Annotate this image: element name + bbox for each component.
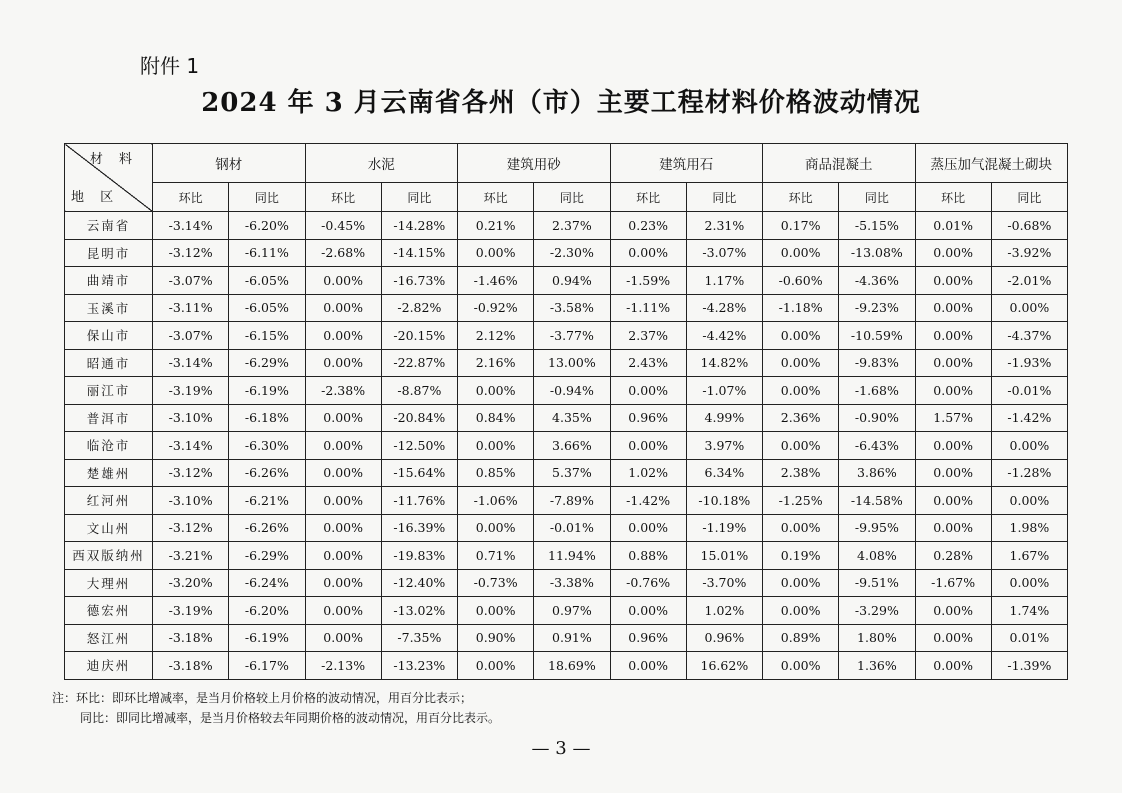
corner-label-materials: 材 料 bbox=[89, 152, 138, 167]
yoy-value-cell: 14.82% bbox=[686, 349, 762, 377]
yoy-value-cell: -16.73% bbox=[381, 267, 457, 295]
yoy-value-cell: -22.87% bbox=[381, 349, 457, 377]
mom-value-cell: 0.00% bbox=[915, 514, 991, 542]
mom-value-cell: 0.00% bbox=[305, 349, 381, 377]
table-row bbox=[65, 487, 1068, 515]
mom-value-cell: 2.16% bbox=[458, 349, 534, 377]
table-row bbox=[65, 377, 1068, 405]
yoy-value-cell: 0.96% bbox=[686, 624, 762, 652]
yoy-value-cell: -0.68% bbox=[991, 212, 1067, 240]
yoy-value-cell: 5.37% bbox=[534, 459, 610, 487]
mom-value-cell: -3.18% bbox=[153, 652, 229, 680]
header-row-metrics bbox=[65, 183, 1068, 212]
table-row bbox=[65, 404, 1068, 432]
yoy-value-cell: 16.62% bbox=[686, 652, 762, 680]
mom-value-cell: 0.00% bbox=[458, 432, 534, 460]
mom-value-cell: -0.60% bbox=[763, 267, 839, 295]
yoy-value-cell: -3.07% bbox=[686, 239, 762, 267]
metric-header-mom: 环比 bbox=[153, 183, 229, 212]
mom-value-cell: 0.17% bbox=[763, 212, 839, 240]
mom-value-cell: 0.00% bbox=[610, 432, 686, 460]
mom-value-cell: 2.43% bbox=[610, 349, 686, 377]
mom-value-cell: -3.12% bbox=[153, 239, 229, 267]
yoy-value-cell: -6.15% bbox=[229, 322, 305, 350]
yoy-value-cell: -12.50% bbox=[381, 432, 457, 460]
mom-value-cell: -1.67% bbox=[915, 569, 991, 597]
mom-value-cell: -0.76% bbox=[610, 569, 686, 597]
yoy-value-cell: -6.30% bbox=[229, 432, 305, 460]
price-fluctuation-table bbox=[64, 143, 1068, 680]
table-row bbox=[65, 432, 1068, 460]
yoy-value-cell: -2.01% bbox=[991, 267, 1067, 295]
mom-value-cell: -3.21% bbox=[153, 542, 229, 570]
yoy-value-cell: 2.31% bbox=[686, 212, 762, 240]
yoy-value-cell: -10.18% bbox=[686, 487, 762, 515]
mom-value-cell: -3.18% bbox=[153, 624, 229, 652]
mom-value-cell: -0.73% bbox=[458, 569, 534, 597]
yoy-value-cell: -3.38% bbox=[534, 569, 610, 597]
table-notes bbox=[52, 688, 500, 728]
yoy-value-cell: -2.82% bbox=[381, 294, 457, 322]
mom-value-cell: 0.00% bbox=[915, 459, 991, 487]
yoy-value-cell: -0.01% bbox=[534, 514, 610, 542]
yoy-value-cell: -4.37% bbox=[991, 322, 1067, 350]
mom-value-cell: 0.88% bbox=[610, 542, 686, 570]
mom-value-cell: 0.00% bbox=[915, 349, 991, 377]
region-cell: 玉溪市 bbox=[65, 294, 153, 322]
yoy-value-cell: -14.28% bbox=[381, 212, 457, 240]
yoy-value-cell: -13.23% bbox=[381, 652, 457, 680]
mom-value-cell: 0.00% bbox=[763, 349, 839, 377]
yoy-value-cell: -3.77% bbox=[534, 322, 610, 350]
yoy-value-cell: -14.15% bbox=[381, 239, 457, 267]
mom-value-cell: 0.00% bbox=[458, 239, 534, 267]
mom-value-cell: 0.00% bbox=[305, 624, 381, 652]
yoy-value-cell: -1.42% bbox=[991, 404, 1067, 432]
yoy-value-cell: 0.94% bbox=[534, 267, 610, 295]
material-header-stone: 建筑用石 bbox=[610, 144, 763, 183]
header-row-materials bbox=[65, 144, 1068, 183]
mom-value-cell: 2.38% bbox=[763, 459, 839, 487]
yoy-value-cell: 15.01% bbox=[686, 542, 762, 570]
yoy-value-cell: -6.26% bbox=[229, 459, 305, 487]
region-cell: 临沧市 bbox=[65, 432, 153, 460]
yoy-value-cell: -3.70% bbox=[686, 569, 762, 597]
yoy-value-cell: -1.07% bbox=[686, 377, 762, 405]
metric-header-yoy: 同比 bbox=[381, 183, 457, 212]
yoy-value-cell: -0.01% bbox=[991, 377, 1067, 405]
table-row bbox=[65, 514, 1068, 542]
yoy-value-cell: -7.89% bbox=[534, 487, 610, 515]
mom-value-cell: 2.36% bbox=[763, 404, 839, 432]
mom-value-cell: 0.28% bbox=[915, 542, 991, 570]
header-corner-cell bbox=[65, 144, 153, 212]
yoy-value-cell: 1.17% bbox=[686, 267, 762, 295]
yoy-value-cell: 4.35% bbox=[534, 404, 610, 432]
yoy-value-cell: -1.68% bbox=[839, 377, 915, 405]
yoy-value-cell: -3.58% bbox=[534, 294, 610, 322]
mom-value-cell: -2.13% bbox=[305, 652, 381, 680]
mom-value-cell: 0.00% bbox=[763, 322, 839, 350]
mom-value-cell: 0.00% bbox=[305, 542, 381, 570]
yoy-value-cell: 0.00% bbox=[991, 569, 1067, 597]
yoy-value-cell: 1.74% bbox=[991, 597, 1067, 625]
yoy-value-cell: 1.80% bbox=[839, 624, 915, 652]
yoy-value-cell: 0.91% bbox=[534, 624, 610, 652]
region-cell: 大理州 bbox=[65, 569, 153, 597]
table-row bbox=[65, 239, 1068, 267]
mom-value-cell: -1.42% bbox=[610, 487, 686, 515]
mom-value-cell: -3.20% bbox=[153, 569, 229, 597]
yoy-value-cell: -6.43% bbox=[839, 432, 915, 460]
metric-header-yoy: 同比 bbox=[839, 183, 915, 212]
yoy-value-cell: -12.40% bbox=[381, 569, 457, 597]
mom-value-cell: 0.00% bbox=[305, 514, 381, 542]
mom-value-cell: -3.19% bbox=[153, 377, 229, 405]
yoy-value-cell: -6.19% bbox=[229, 377, 305, 405]
mom-value-cell: -1.59% bbox=[610, 267, 686, 295]
material-header-concrete: 商品混凝土 bbox=[763, 144, 916, 183]
mom-value-cell: 0.00% bbox=[763, 652, 839, 680]
mom-value-cell: 1.57% bbox=[915, 404, 991, 432]
yoy-value-cell: -4.36% bbox=[839, 267, 915, 295]
yoy-value-cell: -6.19% bbox=[229, 624, 305, 652]
metric-header-yoy: 同比 bbox=[534, 183, 610, 212]
mom-value-cell: 0.00% bbox=[763, 514, 839, 542]
mom-value-cell: 0.96% bbox=[610, 404, 686, 432]
mom-value-cell: 0.00% bbox=[305, 432, 381, 460]
yoy-value-cell: -6.20% bbox=[229, 597, 305, 625]
yoy-value-cell: 0.00% bbox=[991, 487, 1067, 515]
region-cell: 红河州 bbox=[65, 487, 153, 515]
mom-value-cell: -3.14% bbox=[153, 432, 229, 460]
mom-value-cell: -3.19% bbox=[153, 597, 229, 625]
yoy-value-cell: 13.00% bbox=[534, 349, 610, 377]
region-cell: 云南省 bbox=[65, 212, 153, 240]
mom-value-cell: 0.96% bbox=[610, 624, 686, 652]
region-cell: 丽江市 bbox=[65, 377, 153, 405]
yoy-value-cell: -11.76% bbox=[381, 487, 457, 515]
yoy-value-cell: -9.95% bbox=[839, 514, 915, 542]
mom-value-cell: -3.07% bbox=[153, 267, 229, 295]
yoy-value-cell: -6.20% bbox=[229, 212, 305, 240]
yoy-value-cell: -10.59% bbox=[839, 322, 915, 350]
metric-header-mom: 环比 bbox=[305, 183, 381, 212]
yoy-value-cell: -1.93% bbox=[991, 349, 1067, 377]
note-mom-definition: 注：环比：即环比增减率，是当月价格较上月价格的波动情况，用百分比表示； bbox=[52, 691, 473, 705]
yoy-value-cell: -1.28% bbox=[991, 459, 1067, 487]
table-row bbox=[65, 569, 1068, 597]
table-row bbox=[65, 624, 1068, 652]
corner-label-regions: 地 区 bbox=[71, 190, 120, 205]
mom-value-cell: 0.01% bbox=[915, 212, 991, 240]
mom-value-cell: -3.12% bbox=[153, 459, 229, 487]
region-cell: 昆明市 bbox=[65, 239, 153, 267]
yoy-value-cell: -19.83% bbox=[381, 542, 457, 570]
yoy-value-cell: 1.98% bbox=[991, 514, 1067, 542]
table-row bbox=[65, 349, 1068, 377]
yoy-value-cell: -6.21% bbox=[229, 487, 305, 515]
region-cell: 怒江州 bbox=[65, 624, 153, 652]
material-header-aac-block: 蒸压加气混凝土砌块 bbox=[915, 144, 1068, 183]
yoy-value-cell: 3.97% bbox=[686, 432, 762, 460]
yoy-value-cell: -6.18% bbox=[229, 404, 305, 432]
yoy-value-cell: 0.97% bbox=[534, 597, 610, 625]
metric-header-mom: 环比 bbox=[610, 183, 686, 212]
mom-value-cell: 0.00% bbox=[915, 239, 991, 267]
table-row bbox=[65, 212, 1068, 240]
mom-value-cell: 0.00% bbox=[763, 569, 839, 597]
mom-value-cell: 0.00% bbox=[610, 652, 686, 680]
yoy-value-cell: -13.08% bbox=[839, 239, 915, 267]
yoy-value-cell: 1.02% bbox=[686, 597, 762, 625]
region-cell: 昭通市 bbox=[65, 349, 153, 377]
mom-value-cell: 0.00% bbox=[305, 267, 381, 295]
yoy-value-cell: 3.66% bbox=[534, 432, 610, 460]
table-row bbox=[65, 459, 1068, 487]
mom-value-cell: 0.89% bbox=[763, 624, 839, 652]
region-cell: 曲靖市 bbox=[65, 267, 153, 295]
mom-value-cell: 0.00% bbox=[458, 652, 534, 680]
note-yoy-definition: 同比：即同比增减率，是当月价格较去年同期价格的波动情况，用百分比表示。 bbox=[80, 711, 501, 725]
table-row bbox=[65, 597, 1068, 625]
mom-value-cell: 0.00% bbox=[915, 267, 991, 295]
region-cell: 保山市 bbox=[65, 322, 153, 350]
mom-value-cell: 0.90% bbox=[458, 624, 534, 652]
yoy-value-cell: -15.64% bbox=[381, 459, 457, 487]
table-row bbox=[65, 322, 1068, 350]
mom-value-cell: 0.00% bbox=[610, 597, 686, 625]
mom-value-cell: -3.10% bbox=[153, 487, 229, 515]
yoy-value-cell: 4.08% bbox=[839, 542, 915, 570]
yoy-value-cell: 1.67% bbox=[991, 542, 1067, 570]
region-cell: 德宏州 bbox=[65, 597, 153, 625]
yoy-value-cell: -2.30% bbox=[534, 239, 610, 267]
mom-value-cell: 0.85% bbox=[458, 459, 534, 487]
yoy-value-cell: 0.01% bbox=[991, 624, 1067, 652]
mom-value-cell: 0.00% bbox=[458, 377, 534, 405]
region-cell: 楚雄州 bbox=[65, 459, 153, 487]
metric-header-yoy: 同比 bbox=[686, 183, 762, 212]
yoy-value-cell: -14.58% bbox=[839, 487, 915, 515]
yoy-value-cell: -1.39% bbox=[991, 652, 1067, 680]
region-cell: 迪庆州 bbox=[65, 652, 153, 680]
mom-value-cell: 0.00% bbox=[763, 239, 839, 267]
table-row bbox=[65, 652, 1068, 680]
document-title: 2024 年 3 月云南省各州（市）主要工程材料价格波动情况 bbox=[201, 88, 921, 118]
yoy-value-cell: 0.00% bbox=[991, 294, 1067, 322]
mom-value-cell: 0.19% bbox=[763, 542, 839, 570]
yoy-value-cell: -6.24% bbox=[229, 569, 305, 597]
mom-value-cell: 0.00% bbox=[610, 514, 686, 542]
yoy-value-cell: -6.11% bbox=[229, 239, 305, 267]
yoy-value-cell: 4.99% bbox=[686, 404, 762, 432]
mom-value-cell: 0.00% bbox=[763, 432, 839, 460]
region-cell: 西双版纳州 bbox=[65, 542, 153, 570]
mom-value-cell: 0.00% bbox=[305, 597, 381, 625]
table-row bbox=[65, 294, 1068, 322]
mom-value-cell: 0.00% bbox=[915, 322, 991, 350]
yoy-value-cell: -20.84% bbox=[381, 404, 457, 432]
yoy-value-cell: 3.86% bbox=[839, 459, 915, 487]
table-row bbox=[65, 542, 1068, 570]
yoy-value-cell: 1.36% bbox=[839, 652, 915, 680]
mom-value-cell: -3.07% bbox=[153, 322, 229, 350]
yoy-value-cell: -7.35% bbox=[381, 624, 457, 652]
mom-value-cell: 0.00% bbox=[610, 377, 686, 405]
mom-value-cell: -1.11% bbox=[610, 294, 686, 322]
mom-value-cell: -3.14% bbox=[153, 349, 229, 377]
yoy-value-cell: 6.34% bbox=[686, 459, 762, 487]
mom-value-cell: -3.12% bbox=[153, 514, 229, 542]
yoy-value-cell: -3.92% bbox=[991, 239, 1067, 267]
yoy-value-cell: -6.17% bbox=[229, 652, 305, 680]
mom-value-cell: 0.00% bbox=[305, 322, 381, 350]
yoy-value-cell: -0.94% bbox=[534, 377, 610, 405]
mom-value-cell: 2.37% bbox=[610, 322, 686, 350]
yoy-value-cell: -20.15% bbox=[381, 322, 457, 350]
yoy-value-cell: -6.05% bbox=[229, 267, 305, 295]
mom-value-cell: 0.00% bbox=[915, 652, 991, 680]
mom-value-cell: 2.12% bbox=[458, 322, 534, 350]
attachment-label: 附件 1 bbox=[140, 54, 200, 78]
yoy-value-cell: 2.37% bbox=[534, 212, 610, 240]
mom-value-cell: 0.71% bbox=[458, 542, 534, 570]
mom-value-cell: 0.00% bbox=[305, 459, 381, 487]
mom-value-cell: -1.06% bbox=[458, 487, 534, 515]
mom-value-cell: 0.00% bbox=[915, 432, 991, 460]
mom-value-cell: 0.00% bbox=[915, 377, 991, 405]
yoy-value-cell: -6.29% bbox=[229, 349, 305, 377]
yoy-value-cell: -4.28% bbox=[686, 294, 762, 322]
mom-value-cell: 0.00% bbox=[763, 377, 839, 405]
mom-value-cell: 0.00% bbox=[305, 294, 381, 322]
mom-value-cell: -3.11% bbox=[153, 294, 229, 322]
yoy-value-cell: -0.90% bbox=[839, 404, 915, 432]
mom-value-cell: 0.21% bbox=[458, 212, 534, 240]
mom-value-cell: 0.00% bbox=[915, 597, 991, 625]
table-row bbox=[65, 267, 1068, 295]
yoy-value-cell: -9.51% bbox=[839, 569, 915, 597]
mom-value-cell: -1.46% bbox=[458, 267, 534, 295]
mom-value-cell: 0.00% bbox=[458, 514, 534, 542]
mom-value-cell: 0.00% bbox=[305, 404, 381, 432]
mom-value-cell: 0.00% bbox=[915, 487, 991, 515]
mom-value-cell: 0.00% bbox=[763, 597, 839, 625]
yoy-value-cell: -16.39% bbox=[381, 514, 457, 542]
metric-header-mom: 环比 bbox=[458, 183, 534, 212]
yoy-value-cell: 11.94% bbox=[534, 542, 610, 570]
yoy-value-cell: -1.19% bbox=[686, 514, 762, 542]
mom-value-cell: 0.00% bbox=[915, 294, 991, 322]
mom-value-cell: -3.14% bbox=[153, 212, 229, 240]
yoy-value-cell: -5.15% bbox=[839, 212, 915, 240]
material-header-sand: 建筑用砂 bbox=[458, 144, 611, 183]
mom-value-cell: -1.25% bbox=[763, 487, 839, 515]
mom-value-cell: 1.02% bbox=[610, 459, 686, 487]
page-number: — 3 — bbox=[531, 738, 591, 759]
mom-value-cell: 0.00% bbox=[610, 239, 686, 267]
mom-value-cell: 0.00% bbox=[915, 624, 991, 652]
metric-header-yoy: 同比 bbox=[991, 183, 1067, 212]
region-cell: 普洱市 bbox=[65, 404, 153, 432]
yoy-value-cell: -3.29% bbox=[839, 597, 915, 625]
mom-value-cell: -0.92% bbox=[458, 294, 534, 322]
yoy-value-cell: -9.23% bbox=[839, 294, 915, 322]
yoy-value-cell: 18.69% bbox=[534, 652, 610, 680]
yoy-value-cell: -9.83% bbox=[839, 349, 915, 377]
metric-header-mom: 环比 bbox=[915, 183, 991, 212]
region-cell: 文山州 bbox=[65, 514, 153, 542]
mom-value-cell: -2.68% bbox=[305, 239, 381, 267]
mom-value-cell: 0.84% bbox=[458, 404, 534, 432]
mom-value-cell: 0.00% bbox=[458, 597, 534, 625]
material-header-cement: 水泥 bbox=[305, 144, 458, 183]
yoy-value-cell: -13.02% bbox=[381, 597, 457, 625]
mom-value-cell: -0.45% bbox=[305, 212, 381, 240]
metric-header-yoy: 同比 bbox=[229, 183, 305, 212]
mom-value-cell: -2.38% bbox=[305, 377, 381, 405]
mom-value-cell: -3.10% bbox=[153, 404, 229, 432]
mom-value-cell: 0.23% bbox=[610, 212, 686, 240]
yoy-value-cell: -6.05% bbox=[229, 294, 305, 322]
yoy-value-cell: 0.00% bbox=[991, 432, 1067, 460]
yoy-value-cell: -4.42% bbox=[686, 322, 762, 350]
mom-value-cell: -1.18% bbox=[763, 294, 839, 322]
metric-header-mom: 环比 bbox=[763, 183, 839, 212]
yoy-value-cell: -6.29% bbox=[229, 542, 305, 570]
mom-value-cell: 0.00% bbox=[305, 569, 381, 597]
yoy-value-cell: -8.87% bbox=[381, 377, 457, 405]
material-header-steel: 钢材 bbox=[153, 144, 306, 183]
mom-value-cell: 0.00% bbox=[305, 487, 381, 515]
yoy-value-cell: -6.26% bbox=[229, 514, 305, 542]
